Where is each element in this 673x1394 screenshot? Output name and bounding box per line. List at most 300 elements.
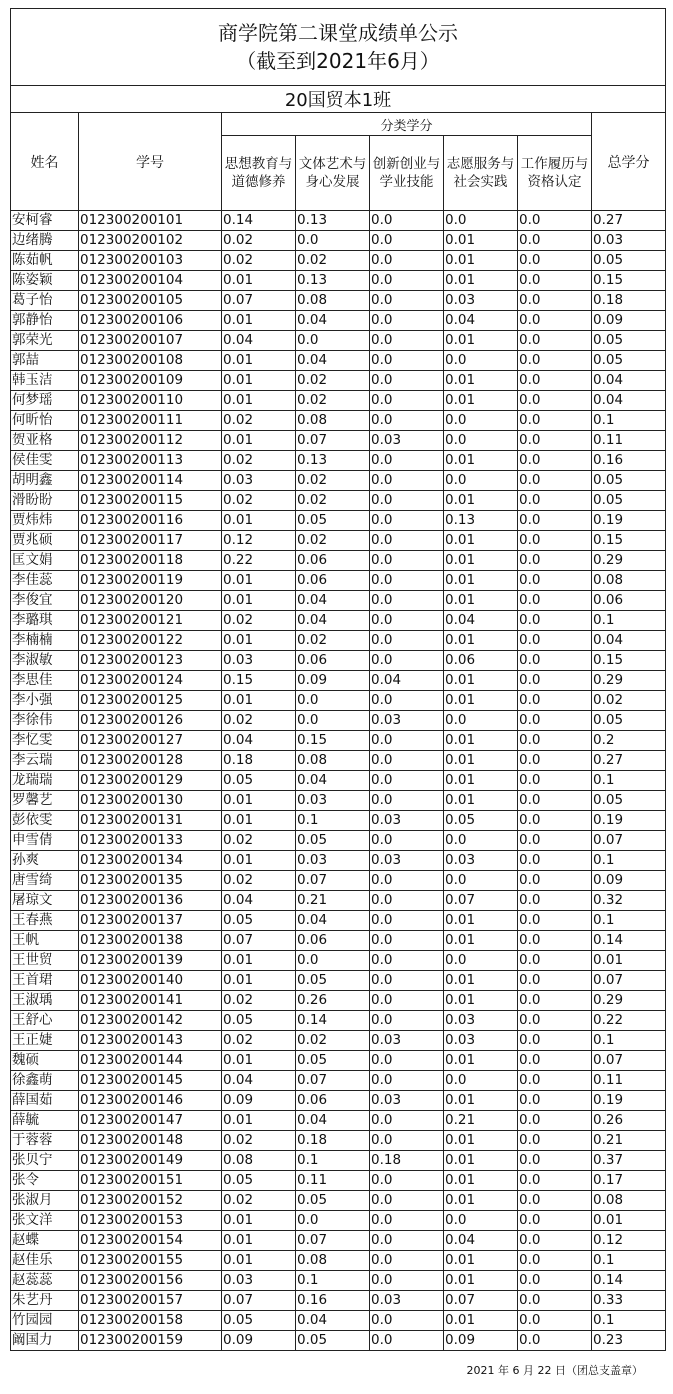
header-category-group: 分类学分 — [222, 113, 592, 136]
total-cell: 0.03 — [592, 231, 666, 251]
ideology-cell: 0.05 — [222, 911, 296, 931]
innovation-cell: 0.0 — [370, 1191, 444, 1211]
name-cell: 赵蝶 — [11, 1231, 79, 1251]
arts-cell: 0.04 — [296, 771, 370, 791]
table-row — [11, 811, 666, 831]
table-row — [11, 411, 666, 431]
total-cell: 0.15 — [592, 271, 666, 291]
volunteer-cell: 0.0 — [444, 1071, 518, 1091]
id-cell: 012300200108 — [79, 351, 222, 371]
table-row — [11, 431, 666, 451]
table-row — [11, 771, 666, 791]
volunteer-cell: 0.01 — [444, 691, 518, 711]
ideology-cell: 0.01 — [222, 631, 296, 651]
arts-cell: 0.0 — [296, 691, 370, 711]
ideology-cell: 0.04 — [222, 331, 296, 351]
innovation-cell: 0.03 — [370, 431, 444, 451]
volunteer-cell: 0.01 — [444, 1251, 518, 1271]
total-cell: 0.19 — [592, 811, 666, 831]
total-cell: 0.05 — [592, 491, 666, 511]
volunteer-cell: 0.06 — [444, 651, 518, 671]
table-row — [11, 891, 666, 911]
arts-cell: 0.08 — [296, 751, 370, 771]
table-row — [11, 211, 666, 231]
volunteer-cell: 0.0 — [444, 211, 518, 231]
name-cell: 申雪倩 — [11, 831, 79, 851]
volunteer-cell: 0.05 — [444, 811, 518, 831]
volunteer-cell: 0.01 — [444, 1151, 518, 1171]
id-cell: 012300200105 — [79, 291, 222, 311]
ideology-cell: 0.14 — [222, 211, 296, 231]
id-cell: 012300200143 — [79, 1031, 222, 1051]
work-cell: 0.0 — [518, 1131, 592, 1151]
header-id: 学号 — [79, 113, 222, 211]
volunteer-cell: 0.01 — [444, 1191, 518, 1211]
table-row — [11, 1291, 666, 1311]
id-cell: 012300200133 — [79, 831, 222, 851]
volunteer-cell: 0.01 — [444, 751, 518, 771]
table-row — [11, 291, 666, 311]
name-cell: 李璐琪 — [11, 611, 79, 631]
id-cell: 012300200125 — [79, 691, 222, 711]
ideology-cell: 0.02 — [222, 711, 296, 731]
total-cell: 0.29 — [592, 991, 666, 1011]
table-row — [11, 971, 666, 991]
volunteer-cell: 0.01 — [444, 531, 518, 551]
work-cell: 0.0 — [518, 551, 592, 571]
volunteer-cell: 0.0 — [444, 831, 518, 851]
name-cell: 郭静怡 — [11, 311, 79, 331]
innovation-cell: 0.0 — [370, 471, 444, 491]
name-cell: 贾炜炜 — [11, 511, 79, 531]
innovation-cell: 0.0 — [370, 371, 444, 391]
id-cell: 012300200128 — [79, 751, 222, 771]
arts-cell: 0.07 — [296, 871, 370, 891]
id-cell: 012300200110 — [79, 391, 222, 411]
title-line-1: 商学院第二课堂成绩单公示 — [218, 21, 458, 45]
name-cell: 朱艺丹 — [11, 1291, 79, 1311]
id-cell: 012300200159 — [79, 1331, 222, 1351]
innovation-cell: 0.0 — [370, 491, 444, 511]
id-cell: 012300200109 — [79, 371, 222, 391]
volunteer-cell: 0.0 — [444, 711, 518, 731]
id-cell: 012300200126 — [79, 711, 222, 731]
work-cell: 0.0 — [518, 651, 592, 671]
total-cell: 0.12 — [592, 1231, 666, 1251]
arts-cell: 0.05 — [296, 1051, 370, 1071]
table-row — [11, 1091, 666, 1111]
ideology-cell: 0.09 — [222, 1091, 296, 1111]
volunteer-cell: 0.0 — [444, 471, 518, 491]
work-cell: 0.0 — [518, 751, 592, 771]
name-cell: 魏硕 — [11, 1051, 79, 1071]
total-cell: 0.19 — [592, 511, 666, 531]
volunteer-cell: 0.01 — [444, 1271, 518, 1291]
innovation-cell: 0.0 — [370, 1211, 444, 1231]
table-row — [11, 531, 666, 551]
total-cell: 0.17 — [592, 1171, 666, 1191]
arts-cell: 0.06 — [296, 931, 370, 951]
header-name: 姓名 — [11, 113, 79, 211]
ideology-cell: 0.05 — [222, 771, 296, 791]
table-row — [11, 1331, 666, 1351]
id-cell: 012300200153 — [79, 1211, 222, 1231]
arts-cell: 0.02 — [296, 391, 370, 411]
name-cell: 赵佳乐 — [11, 1251, 79, 1271]
total-cell: 0.06 — [592, 591, 666, 611]
innovation-cell: 0.0 — [370, 1251, 444, 1271]
name-cell: 李楠楠 — [11, 631, 79, 651]
ideology-cell: 0.04 — [222, 891, 296, 911]
volunteer-cell: 0.01 — [444, 1131, 518, 1151]
id-cell: 012300200107 — [79, 331, 222, 351]
ideology-cell: 0.02 — [222, 871, 296, 891]
work-cell: 0.0 — [518, 331, 592, 351]
id-cell: 012300200136 — [79, 891, 222, 911]
arts-cell: 0.04 — [296, 591, 370, 611]
ideology-cell: 0.02 — [222, 411, 296, 431]
arts-cell: 0.06 — [296, 651, 370, 671]
innovation-cell: 0.0 — [370, 591, 444, 611]
id-cell: 012300200158 — [79, 1311, 222, 1331]
innovation-cell: 0.0 — [370, 651, 444, 671]
total-cell: 0.09 — [592, 871, 666, 891]
total-cell: 0.07 — [592, 1051, 666, 1071]
work-cell: 0.0 — [518, 531, 592, 551]
innovation-cell: 0.0 — [370, 631, 444, 651]
innovation-cell: 0.0 — [370, 451, 444, 471]
arts-cell: 0.11 — [296, 1171, 370, 1191]
table-row — [11, 631, 666, 651]
total-cell: 0.2 — [592, 731, 666, 751]
name-cell: 王首珺 — [11, 971, 79, 991]
name-cell: 于蓉蓉 — [11, 1131, 79, 1151]
volunteer-cell: 0.01 — [444, 591, 518, 611]
innovation-cell: 0.04 — [370, 671, 444, 691]
id-cell: 012300200119 — [79, 571, 222, 591]
id-cell: 012300200123 — [79, 651, 222, 671]
work-cell: 0.0 — [518, 1051, 592, 1071]
table-row — [11, 571, 666, 591]
table-row — [11, 911, 666, 931]
volunteer-cell: 0.09 — [444, 1331, 518, 1351]
total-cell: 0.29 — [592, 671, 666, 691]
id-cell: 012300200112 — [79, 431, 222, 451]
volunteer-cell: 0.01 — [444, 571, 518, 591]
name-cell: 赵蕊蕊 — [11, 1271, 79, 1291]
arts-cell: 0.08 — [296, 1251, 370, 1271]
arts-cell: 0.05 — [296, 511, 370, 531]
total-cell: 0.08 — [592, 1191, 666, 1211]
total-cell: 0.1 — [592, 1311, 666, 1331]
arts-cell: 0.1 — [296, 811, 370, 831]
name-cell: 罗馨艺 — [11, 791, 79, 811]
innovation-cell: 0.0 — [370, 931, 444, 951]
arts-cell: 0.18 — [296, 1131, 370, 1151]
innovation-cell: 0.0 — [370, 971, 444, 991]
volunteer-cell: 0.01 — [444, 491, 518, 511]
table-row — [11, 1191, 666, 1211]
id-cell: 012300200120 — [79, 591, 222, 611]
name-cell: 薛国茹 — [11, 1091, 79, 1111]
total-cell: 0.14 — [592, 1271, 666, 1291]
name-cell: 张令 — [11, 1171, 79, 1191]
work-cell: 0.0 — [518, 411, 592, 431]
work-cell: 0.0 — [518, 471, 592, 491]
volunteer-cell: 0.0 — [444, 351, 518, 371]
work-cell: 0.0 — [518, 971, 592, 991]
id-cell: 012300200111 — [79, 411, 222, 431]
work-cell: 0.0 — [518, 271, 592, 291]
work-cell: 0.0 — [518, 911, 592, 931]
total-cell: 0.37 — [592, 1151, 666, 1171]
arts-cell: 0.06 — [296, 571, 370, 591]
arts-cell: 0.16 — [296, 1291, 370, 1311]
total-cell: 0.07 — [592, 971, 666, 991]
table-row — [11, 491, 666, 511]
name-cell: 李俊宜 — [11, 591, 79, 611]
total-cell: 0.04 — [592, 371, 666, 391]
work-cell: 0.0 — [518, 1291, 592, 1311]
total-cell: 0.01 — [592, 1211, 666, 1231]
volunteer-cell: 0.01 — [444, 771, 518, 791]
id-cell: 012300200140 — [79, 971, 222, 991]
volunteer-cell: 0.01 — [444, 1311, 518, 1331]
ideology-cell: 0.07 — [222, 1291, 296, 1311]
name-cell: 贾兆硕 — [11, 531, 79, 551]
arts-cell: 0.05 — [296, 971, 370, 991]
table-row — [11, 1011, 666, 1031]
ideology-cell: 0.01 — [222, 1051, 296, 1071]
total-cell: 0.1 — [592, 1251, 666, 1271]
innovation-cell: 0.0 — [370, 1111, 444, 1131]
innovation-cell: 0.0 — [370, 351, 444, 371]
table-row — [11, 591, 666, 611]
volunteer-cell: 0.03 — [444, 851, 518, 871]
innovation-cell: 0.0 — [370, 991, 444, 1011]
arts-cell: 0.15 — [296, 731, 370, 751]
table-row — [11, 1151, 666, 1171]
work-cell: 0.0 — [518, 811, 592, 831]
ideology-cell: 0.12 — [222, 531, 296, 551]
name-cell: 王舒心 — [11, 1011, 79, 1031]
total-cell: 0.05 — [592, 711, 666, 731]
work-cell: 0.0 — [518, 1111, 592, 1131]
innovation-cell: 0.0 — [370, 211, 444, 231]
total-cell: 0.16 — [592, 451, 666, 471]
work-cell: 0.0 — [518, 771, 592, 791]
ideology-cell: 0.15 — [222, 671, 296, 691]
table-row — [11, 1311, 666, 1331]
ideology-cell: 0.03 — [222, 471, 296, 491]
table-row — [11, 991, 666, 1011]
arts-cell: 0.06 — [296, 1091, 370, 1111]
innovation-cell: 0.0 — [370, 951, 444, 971]
innovation-cell: 0.0 — [370, 271, 444, 291]
total-cell: 0.29 — [592, 551, 666, 571]
total-cell: 0.27 — [592, 751, 666, 771]
arts-cell: 0.02 — [296, 1031, 370, 1051]
work-cell: 0.0 — [518, 871, 592, 891]
total-cell: 0.05 — [592, 331, 666, 351]
arts-cell: 0.07 — [296, 1071, 370, 1091]
arts-cell: 0.09 — [296, 671, 370, 691]
table-row — [11, 1271, 666, 1291]
total-cell: 0.33 — [592, 1291, 666, 1311]
innovation-cell: 0.03 — [370, 711, 444, 731]
volunteer-cell: 0.01 — [444, 1091, 518, 1111]
volunteer-cell: 0.0 — [444, 431, 518, 451]
volunteer-cell: 0.01 — [444, 671, 518, 691]
work-cell: 0.0 — [518, 951, 592, 971]
name-cell: 李忆雯 — [11, 731, 79, 751]
footer-note: 2021 年 6 月 22 日（团总支盖章） — [466, 1364, 643, 1377]
arts-cell: 0.0 — [296, 331, 370, 351]
table-row — [11, 511, 666, 531]
id-cell: 012300200113 — [79, 451, 222, 471]
header-arts: 文体艺术与身心发展 — [296, 136, 370, 211]
total-cell: 0.18 — [592, 291, 666, 311]
id-cell: 012300200118 — [79, 551, 222, 571]
work-cell: 0.0 — [518, 1231, 592, 1251]
ideology-cell: 0.01 — [222, 571, 296, 591]
ideology-cell: 0.05 — [222, 1171, 296, 1191]
work-cell: 0.0 — [518, 1011, 592, 1031]
grades-table — [10, 8, 666, 1351]
total-cell: 0.1 — [592, 911, 666, 931]
volunteer-cell: 0.01 — [444, 731, 518, 751]
name-cell: 侯佳雯 — [11, 451, 79, 471]
arts-cell: 0.02 — [296, 531, 370, 551]
arts-cell: 0.04 — [296, 1111, 370, 1131]
total-cell: 0.1 — [592, 611, 666, 631]
arts-cell: 0.04 — [296, 351, 370, 371]
work-cell: 0.0 — [518, 1211, 592, 1231]
arts-cell: 0.13 — [296, 211, 370, 231]
work-cell: 0.0 — [518, 291, 592, 311]
name-cell: 安柯睿 — [11, 211, 79, 231]
id-cell: 012300200101 — [79, 211, 222, 231]
id-cell: 012300200104 — [79, 271, 222, 291]
arts-cell: 0.0 — [296, 951, 370, 971]
innovation-cell: 0.0 — [370, 531, 444, 551]
id-cell: 012300200147 — [79, 1111, 222, 1131]
innovation-cell: 0.0 — [370, 611, 444, 631]
name-cell: 匡文娟 — [11, 551, 79, 571]
innovation-cell: 0.0 — [370, 291, 444, 311]
table-row — [11, 751, 666, 771]
volunteer-cell: 0.01 — [444, 1171, 518, 1191]
innovation-cell: 0.0 — [370, 511, 444, 531]
id-cell: 012300200155 — [79, 1251, 222, 1271]
header-work: 工作履历与资格认定 — [518, 136, 592, 211]
table-row — [11, 1051, 666, 1071]
work-cell: 0.0 — [518, 511, 592, 531]
ideology-cell: 0.01 — [222, 971, 296, 991]
work-cell: 0.0 — [518, 1251, 592, 1271]
work-cell: 0.0 — [518, 931, 592, 951]
volunteer-cell: 0.01 — [444, 991, 518, 1011]
arts-cell: 0.08 — [296, 411, 370, 431]
name-cell: 陈茹帆 — [11, 251, 79, 271]
table-row — [11, 1251, 666, 1271]
work-cell: 0.0 — [518, 1071, 592, 1091]
name-cell: 张文洋 — [11, 1211, 79, 1231]
name-cell: 何梦瑶 — [11, 391, 79, 411]
ideology-cell: 0.01 — [222, 311, 296, 331]
innovation-cell: 0.0 — [370, 831, 444, 851]
arts-cell: 0.0 — [296, 711, 370, 731]
ideology-cell: 0.05 — [222, 1011, 296, 1031]
innovation-cell: 0.0 — [370, 771, 444, 791]
volunteer-cell: 0.07 — [444, 891, 518, 911]
ideology-cell: 0.01 — [222, 811, 296, 831]
name-cell: 李淑敏 — [11, 651, 79, 671]
ideology-cell: 0.01 — [222, 1111, 296, 1131]
volunteer-cell: 0.01 — [444, 971, 518, 991]
name-cell: 张淑月 — [11, 1191, 79, 1211]
innovation-cell: 0.03 — [370, 851, 444, 871]
arts-cell: 0.0 — [296, 231, 370, 251]
id-cell: 012300200115 — [79, 491, 222, 511]
total-cell: 0.09 — [592, 311, 666, 331]
innovation-cell: 0.0 — [370, 1271, 444, 1291]
volunteer-cell: 0.01 — [444, 451, 518, 471]
ideology-cell: 0.01 — [222, 511, 296, 531]
volunteer-cell: 0.04 — [444, 1231, 518, 1251]
arts-cell: 0.26 — [296, 991, 370, 1011]
arts-cell: 0.1 — [296, 1271, 370, 1291]
name-cell: 屠琼文 — [11, 891, 79, 911]
arts-cell: 0.13 — [296, 271, 370, 291]
work-cell: 0.0 — [518, 671, 592, 691]
total-cell: 0.19 — [592, 1091, 666, 1111]
arts-cell: 0.07 — [296, 431, 370, 451]
name-cell: 边绪腾 — [11, 231, 79, 251]
id-cell: 012300200135 — [79, 871, 222, 891]
volunteer-cell: 0.0 — [444, 411, 518, 431]
arts-cell: 0.0 — [296, 1211, 370, 1231]
volunteer-cell: 0.01 — [444, 371, 518, 391]
arts-cell: 0.02 — [296, 631, 370, 651]
id-cell: 012300200124 — [79, 671, 222, 691]
header-volunteer: 志愿服务与社会实践 — [444, 136, 518, 211]
name-cell: 徐鑫萌 — [11, 1071, 79, 1091]
ideology-cell: 0.01 — [222, 431, 296, 451]
total-cell: 0.1 — [592, 771, 666, 791]
total-cell: 0.01 — [592, 951, 666, 971]
table-row — [11, 831, 666, 851]
ideology-cell: 0.01 — [222, 591, 296, 611]
ideology-cell: 0.02 — [222, 611, 296, 631]
table-row — [11, 271, 666, 291]
ideology-cell: 0.02 — [222, 491, 296, 511]
table-row — [11, 471, 666, 491]
transcript-sheet — [10, 8, 665, 1351]
ideology-cell: 0.02 — [222, 1191, 296, 1211]
class-name: 20国贸本1班 — [11, 86, 666, 113]
arts-cell: 0.04 — [296, 611, 370, 631]
ideology-cell: 0.01 — [222, 691, 296, 711]
table-row — [11, 371, 666, 391]
volunteer-cell: 0.01 — [444, 331, 518, 351]
innovation-cell: 0.03 — [370, 1091, 444, 1111]
volunteer-cell: 0.01 — [444, 251, 518, 271]
innovation-cell: 0.0 — [370, 1311, 444, 1331]
header-ideology: 思想教育与道德修养 — [222, 136, 296, 211]
name-cell: 李小强 — [11, 691, 79, 711]
id-cell: 012300200145 — [79, 1071, 222, 1091]
